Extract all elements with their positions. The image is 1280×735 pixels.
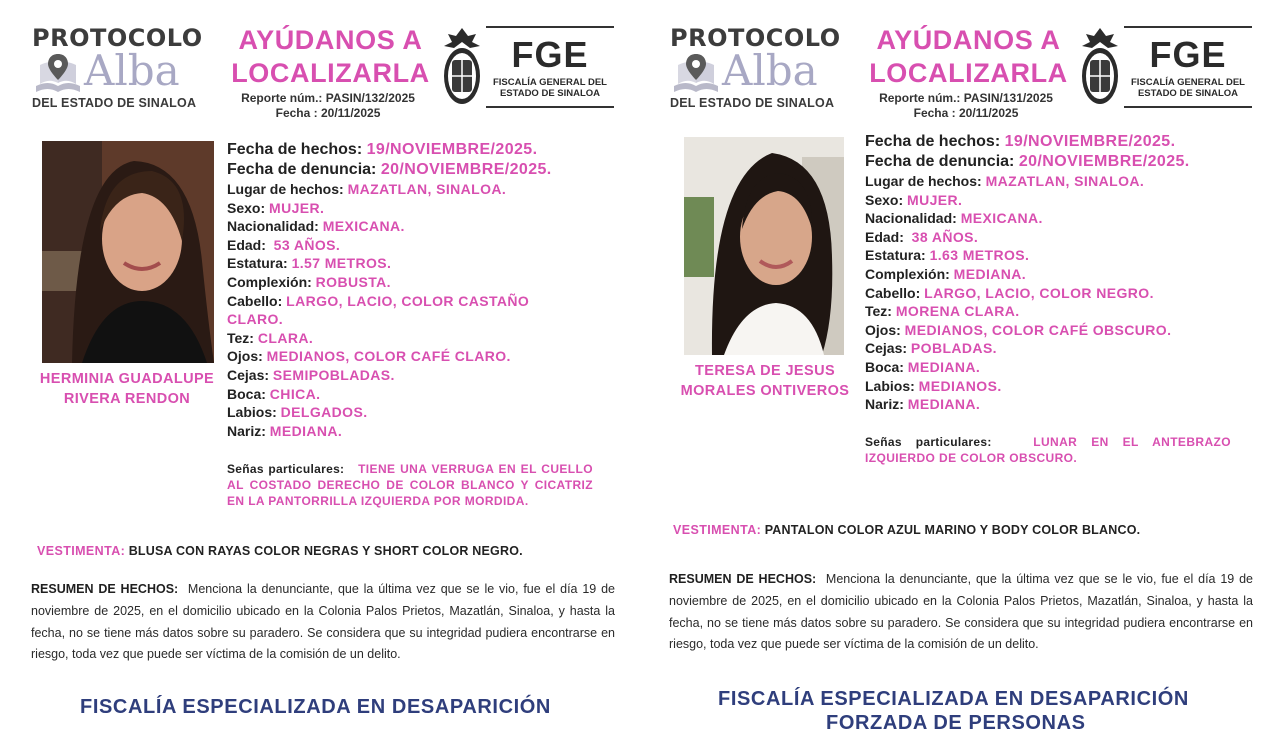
resumen-hechos: RESUMEN DE HECHOS: Menciona la denunciante, que la última vez que se le vio, fue el día 19 de noviembre de 2025, en el domicilio ubicado en la Colonia Palos Prietos, Mazatlán, Sinaloa, y hasta la fecha, no se tiene más datos sobre su paradero. Se considera que su integridad pudiera encontrarse en riesgo, toda vez que puede ser víctima de la comisión de un delito. [31,582,615,662]
fge-logo [486,26,614,108]
report-info [218,91,438,121]
missing-person-flyer-herminia [18,0,638,720]
detail-ojos: Ojos: MEDIANOS, COLOR CAFÉ CLARO. [227,348,511,365]
resumen-hechos: RESUMEN DE HECHOS: Menciona la denunciante, que la última vez que se le vio, fue el día 19 de noviembre de 2025, en el domicilio ubicado en la Colonia Palos Prietos, Mazatlán, Sinaloa, y hasta la fecha, no se tiene más datos sobre su paradero. Se considera que su integridad pudiera encontrarse en riesgo, toda vez que puede ser víctima de la comisión de un delito. [669,572,1253,652]
help-line2: LOCALIZARLA [231,58,430,88]
detail-fecha-denuncia: Fecha de denuncia: 20/NOVIEMBRE/2025. [865,153,1190,170]
help-line1: AYÚDANOS A [876,25,1061,55]
detail-boca: Boca: CHICA. [227,385,321,402]
detail-cabello: Cabello: LARGO, LACIO, COLOR NEGRO. [865,284,1154,301]
fge-text: FGE [1149,34,1227,75]
sinaloa-seal-icon [442,26,482,108]
report-date: Fecha : 20/11/2025 [913,106,1019,120]
report-number: Reporte núm.: PASIN/131/2025 [879,91,1053,105]
fiscalia-heading: FISCALÍA ESPECIALIZADA EN DESAPARICIÓN [80,696,551,718]
fiscalia-heading: FISCALÍA ESPECIALIZADA EN DESAPARICIÓN [718,688,1189,710]
alba-text: Alba [84,46,180,95]
fge-logo [1124,26,1252,108]
report-date: Fecha : 20/11/2025 [275,106,381,120]
detail-sexo: Sexo: MUJER. [227,199,325,216]
senas-particulares: Señas particulares: TIENE UNA VERRUGA EN EL CUELLO AL COSTADO DERECHO DE COLOR BLANCO Y CICATRIZ EN LA PANTORRILLA IZQUIERDA POR MORDIDA. [227,462,593,508]
fge-subtitle: FISCALÍA GENERAL DEL ESTADO DE SINALOA [492,77,607,99]
fiscalia-heading-line2: FORZADA DE PERSONAS [826,712,1086,734]
fge-subtitle: FISCALÍA GENERAL DEL ESTADO DE SINALOA [1130,77,1245,99]
del-estado-text: DEL ESTADO DE SINALOA [32,96,197,110]
detail-nacionalidad: Nacionalidad: MEXICANA. [227,218,405,235]
report-number: Reporte núm.: PASIN/132/2025 [241,91,415,105]
detail-fecha-hechos: Fecha de hechos: 19/NOVIEMBRE/2025. [227,141,538,158]
detail-labios: Labios: MEDIANOS. [865,377,1002,394]
person-photo [684,137,844,355]
detail-boca: Boca: MEDIANA. [865,358,981,375]
detail-lugar: Lugar de hechos: MAZATLAN, SINALOA. [227,181,507,197]
alba-text: Alba [722,46,818,95]
detail-sexo: Sexo: MUJER. [865,191,963,208]
detail-labios: Labios: DELGADOS. [227,404,368,421]
protocolo-alba-logo [670,24,850,110]
detail-nacionalidad: Nacionalidad: MEXICANA. [865,210,1043,227]
detail-edad: Edad: 38 AÑOS. [865,228,979,245]
report-info [856,91,1076,121]
detail-ojos: Ojos: MEDIANOS, COLOR CAFÉ OBSCURO. [865,321,1172,338]
book-icon [34,56,82,96]
protocolo-text: PROTOCOLO [32,24,203,52]
person-photo [42,141,214,363]
help-heading [861,24,1076,90]
person-name: HERMINIA GUADALUPE RIVERA RENDON [39,371,215,407]
help-heading [223,24,438,90]
book-icon [672,56,720,96]
person-details [865,132,1255,414]
detail-cejas: Cejas: POBLADAS. [865,340,997,357]
person-details [227,140,617,440]
detail-nariz: Nariz: MEDIANA. [865,396,981,413]
person-name: TERESA DE JESUS MORALES ONTIVEROS [680,363,850,399]
detail-complexion: Complexión: ROBUSTA. [227,273,391,290]
detail-estatura: Estatura: 1.57 METROS. [227,255,392,272]
help-line1: AYÚDANOS A [238,25,423,55]
detail-cabello: Cabello: LARGO, LACIO, COLOR CASTAÑO CLARO. [227,292,530,328]
detail-estatura: Estatura: 1.63 METROS. [865,247,1030,264]
del-estado-text: DEL ESTADO DE SINALOA [670,96,835,110]
detail-fecha-denuncia: Fecha de denuncia: 20/NOVIEMBRE/2025. [227,161,552,178]
sinaloa-seal-icon [1080,26,1120,108]
detail-fecha-hechos: Fecha de hechos: 19/NOVIEMBRE/2025. [865,133,1176,150]
detail-nariz: Nariz: MEDIANA. [227,422,343,439]
protocolo-alba-logo [32,24,212,110]
vestimenta: VESTIMENTA: PANTALON COLOR AZUL MARINO Y BODY COLOR BLANCO. [673,523,1141,537]
detail-cejas: Cejas: SEMIPOBLADAS. [227,366,395,383]
senas-particulares: Señas particulares: LUNAR EN EL ANTEBRAZO IZQUIERDO DE COLOR OBSCURO. [865,435,1231,465]
vestimenta: VESTIMENTA: BLUSA CON RAYAS COLOR NEGRAS Y SHORT COLOR NEGRO. [37,544,523,558]
detail-tez: Tez: MORENA CLARA. [865,303,1020,320]
fge-text: FGE [511,34,589,75]
protocolo-text: PROTOCOLO [670,24,841,52]
missing-person-flyer-teresa [656,0,1276,734]
detail-lugar: Lugar de hechos: MAZATLAN, SINALOA. [865,173,1145,189]
detail-edad: Edad: 53 AÑOS. [227,236,341,253]
help-line2: LOCALIZARLA [869,58,1068,88]
detail-complexion: Complexión: MEDIANA. [865,265,1027,282]
detail-tez: Tez: CLARA. [227,329,314,346]
